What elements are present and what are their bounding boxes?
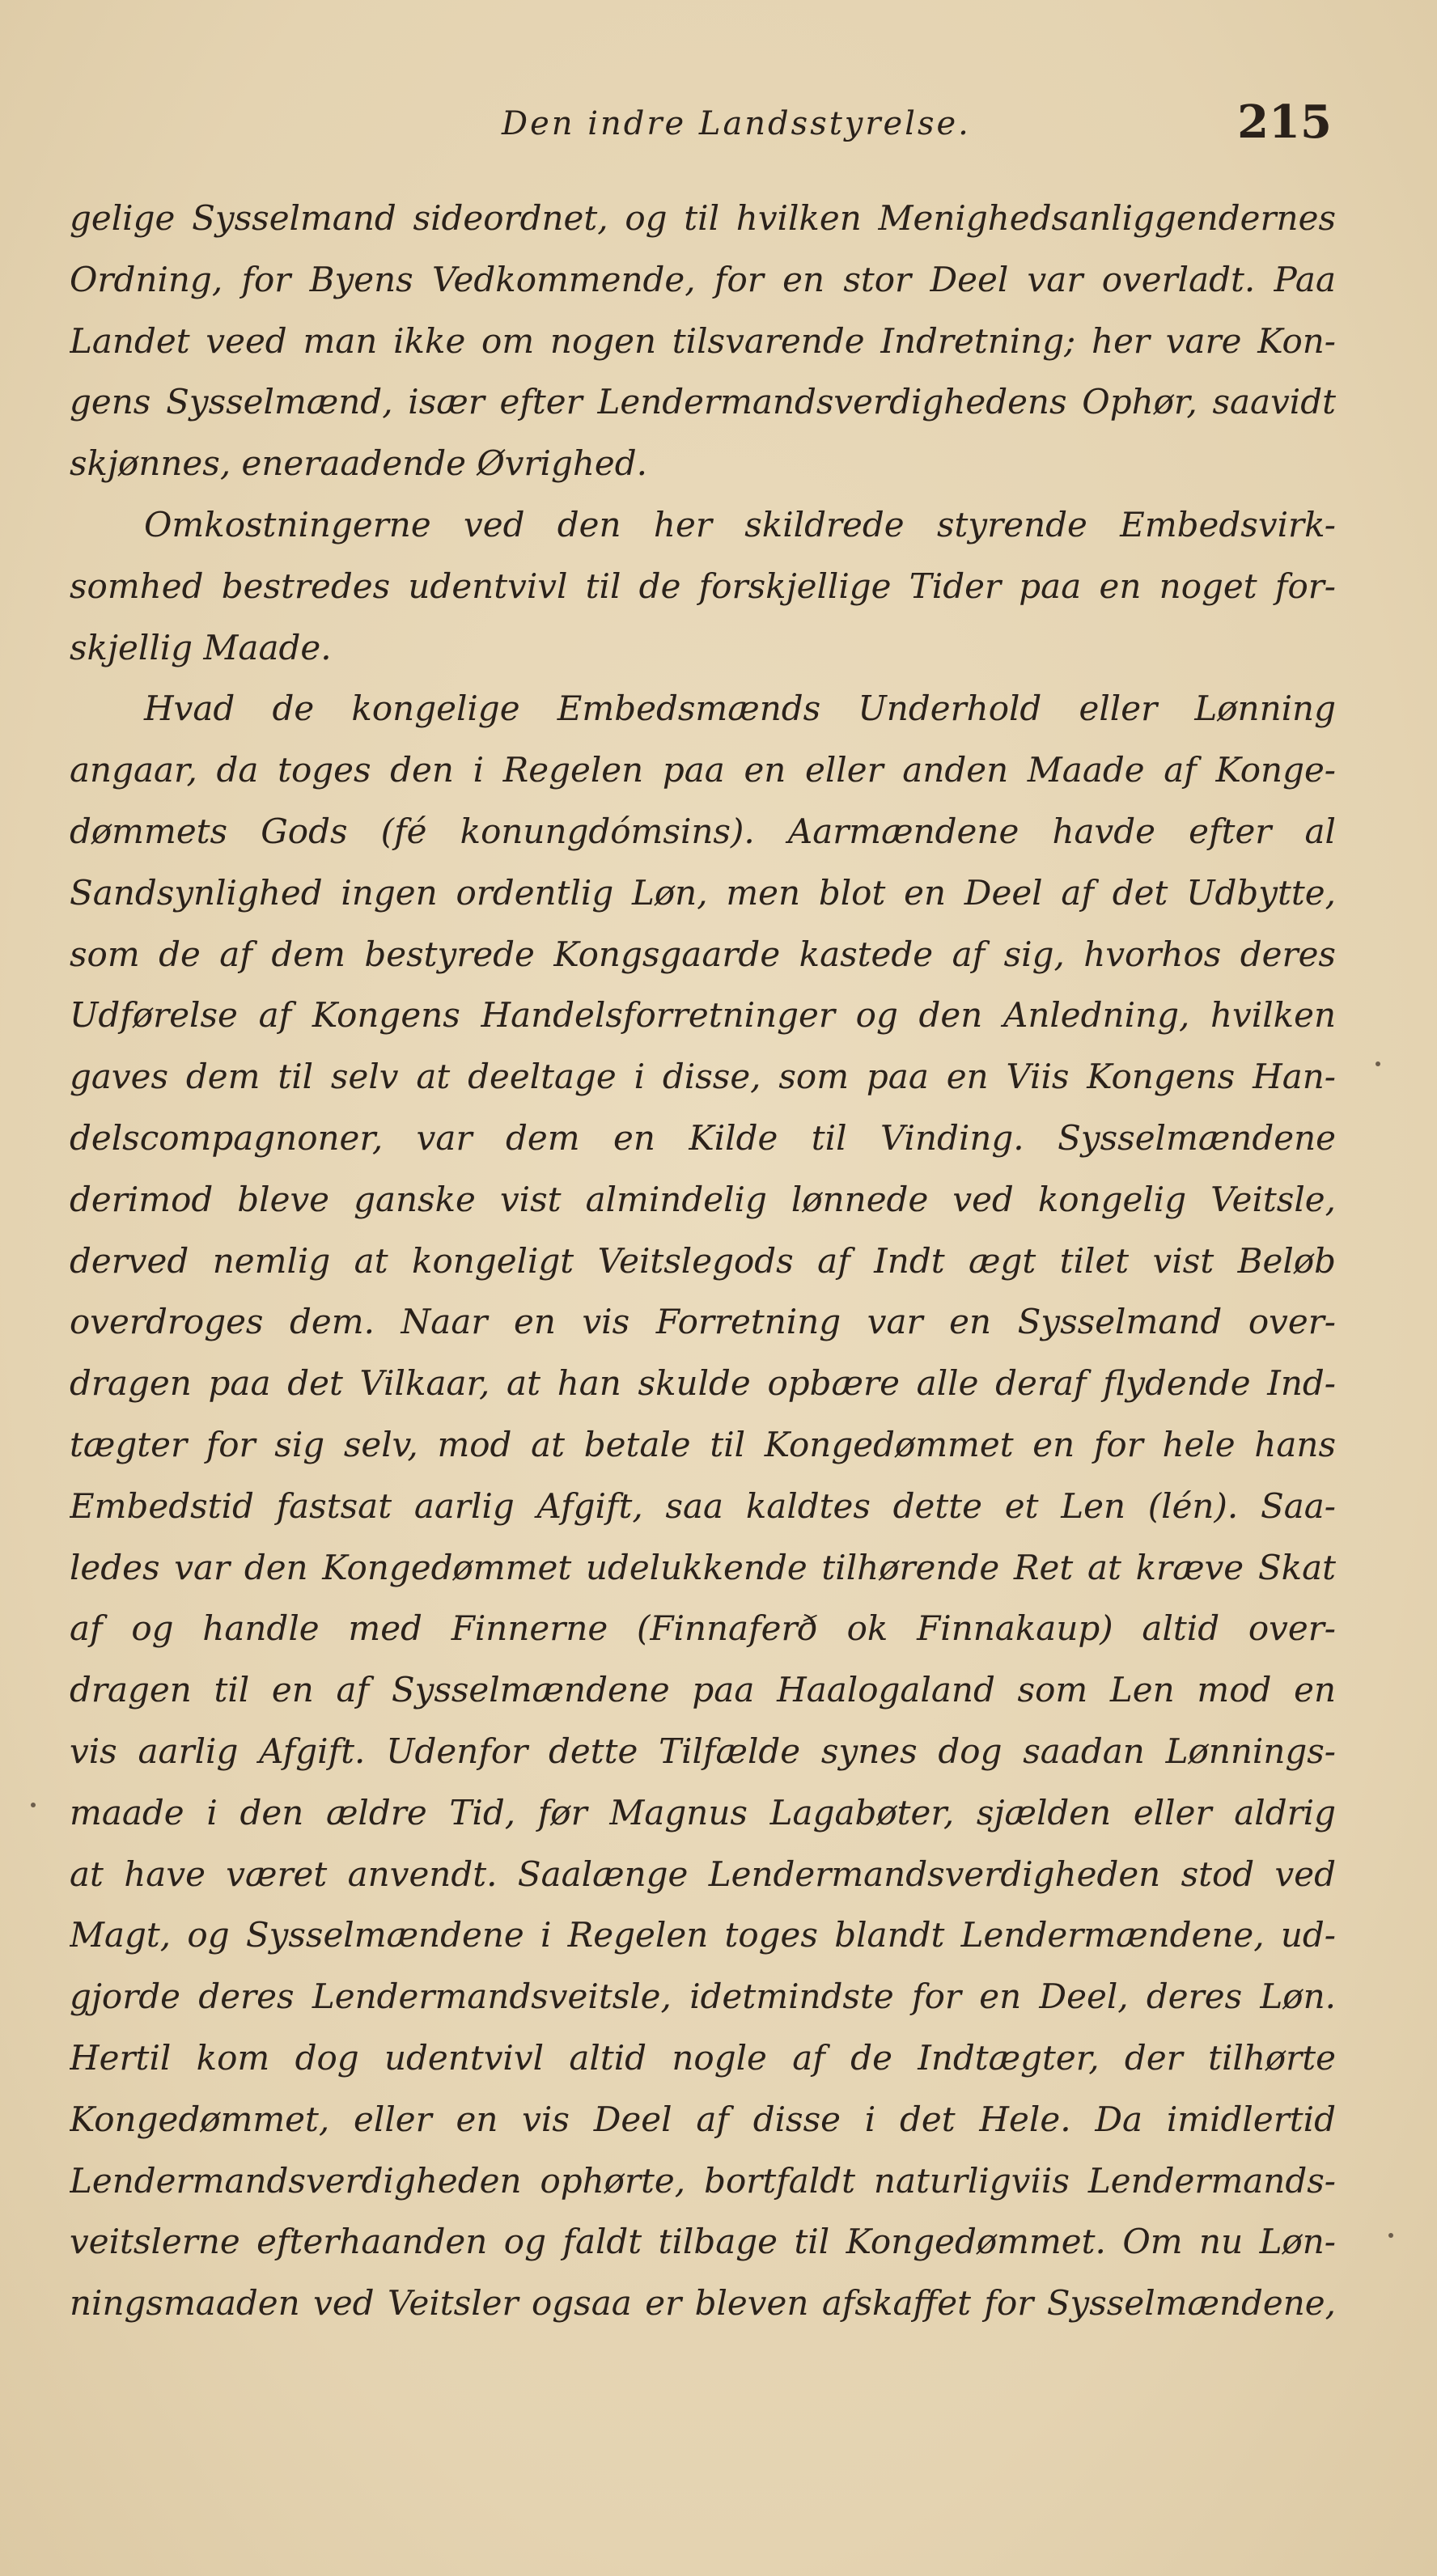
- text-line: Landet veed man ikke om nogen tilsvarende Indretning; her vare Kon-: [70, 320, 1336, 361]
- text-line: skjønnes, eneraadende Øvrighed.: [70, 443, 648, 484]
- text-line: Hertil kom dog udentvivl altid nogle af de Indtægter, der tilhørte: [70, 2037, 1336, 2078]
- text-line: dømmets Gods (fé konungdómsins). Aarmændene havde efter al: [70, 811, 1336, 851]
- text-line: delscompagnoner, var dem en Kilde til Vinding. Sysselmændene: [70, 1117, 1336, 1158]
- text-line: veitslerne efterhaanden og faldt tilbage til Kongedømmet. Om nu Løn-: [70, 2222, 1336, 2262]
- text-line: overdroges dem. Naar en vis Forretning var en Sysselmand over-: [70, 1302, 1336, 1342]
- text-line: angaar, da toges den i Regelen paa en eller anden Maade af Konge-: [70, 750, 1336, 790]
- text-line: ningsmaaden ved Veitsler ogsaa er bleven afskaffet for Sysselmændene,: [70, 2283, 1336, 2324]
- text-line: som de af dem bestyrede Kongsgaarde kastede af sig, hvorhos deres: [70, 934, 1336, 974]
- text-line: skjellig Maade.: [70, 627, 332, 667]
- text-line: derved nemlig at kongeligt Veitslegods af Indt ægt tilet vist Beløb: [70, 1240, 1336, 1281]
- text-line: vis aarlig Afgift. Udenfor dette Tilfælde synes dog saadan Lønnings-: [70, 1731, 1336, 1771]
- running-head: [0, 95, 1437, 160]
- text-line: Omkostningerne ved den her skildrede styrende Embedsvirk-: [144, 504, 1336, 544]
- text-line: somhed bestredes udentvivl til de forskjellige Tider paa en noget for-: [70, 566, 1336, 606]
- text-line: dragen til en af Sysselmændene paa Haalogaland som Len mod en: [70, 1670, 1336, 1710]
- text-line: maade i den ældre Tid, før Magnus Lagabøter, sjælden eller aldrig: [70, 1792, 1336, 1832]
- text-line: Ordning, for Byens Vedkommende, for en stor Deel var overladt. Paa: [70, 259, 1336, 299]
- text-line: ledes var den Kongedømmet udelukkende tilhørende Ret at kræve Skat: [70, 1547, 1336, 1587]
- text-line: af og handle med Finnerne (Finnaferð ok Finnakaup) altid over-: [70, 1608, 1336, 1649]
- text-line: Sandsynlighed ingen ordentlig Løn, men blot en Deel af det Udbytte,: [70, 872, 1336, 913]
- text-line: dragen paa det Vilkaar, at han skulde opbære alle deraf flydende Ind-: [70, 1363, 1336, 1404]
- running-head-title: Den indre Landsstyrelse.: [502, 105, 971, 142]
- text-line: Hvad de kongelige Embedsmænds Underhold eller Lønning: [144, 688, 1336, 729]
- text-line: gjorde deres Lendermandsveitsle, idetmindste for en Deel, deres Løn.: [70, 1976, 1336, 2017]
- text-line: Embedstid fastsat aarlig Afgift, saa kaldtes dette et Len (lén). Saa-: [70, 1485, 1336, 1526]
- ink-speck: [1388, 2233, 1393, 2238]
- text-line: Lendermandsverdigheden ophørte, bortfaldt naturligviis Lendermands-: [70, 2160, 1336, 2201]
- text-line: gaves dem til selv at deeltage i disse, som paa en Viis Kongens Han-: [70, 1057, 1336, 1097]
- text-line: gelige Sysselmand sideordnet, og til hvilken Menighedsanliggendernes: [70, 198, 1336, 238]
- text-line: tægter for sig selv, mod at betale til Kongedømmet en for hele hans: [70, 1424, 1336, 1464]
- body-text: [70, 188, 1336, 2334]
- text-line: at have været anvendt. Saalænge Lendermandsverdigheden stod ved: [70, 1854, 1336, 1894]
- text-line: Magt, og Sysselmændene i Regelen toges blandt Lendermændene, ud-: [70, 1915, 1336, 1955]
- text-line: derimod bleve ganske vist almindelig lønnede ved kongelig Veitsle,: [70, 1179, 1336, 1219]
- text-line: gens Sysselmænd, især efter Lendermandsverdighedens Ophør, saavidt: [70, 382, 1336, 422]
- text-line: Udførelse af Kongens Handelsforretninger og den Anledning, hvilken: [70, 995, 1336, 1036]
- page-number: 215: [1237, 95, 1332, 149]
- ink-speck: [1376, 1061, 1380, 1066]
- ink-speck: [31, 1803, 36, 1807]
- text-line: Kongedømmet, eller en vis Deel af disse i det Hele. Da imidlertid: [70, 2099, 1336, 2139]
